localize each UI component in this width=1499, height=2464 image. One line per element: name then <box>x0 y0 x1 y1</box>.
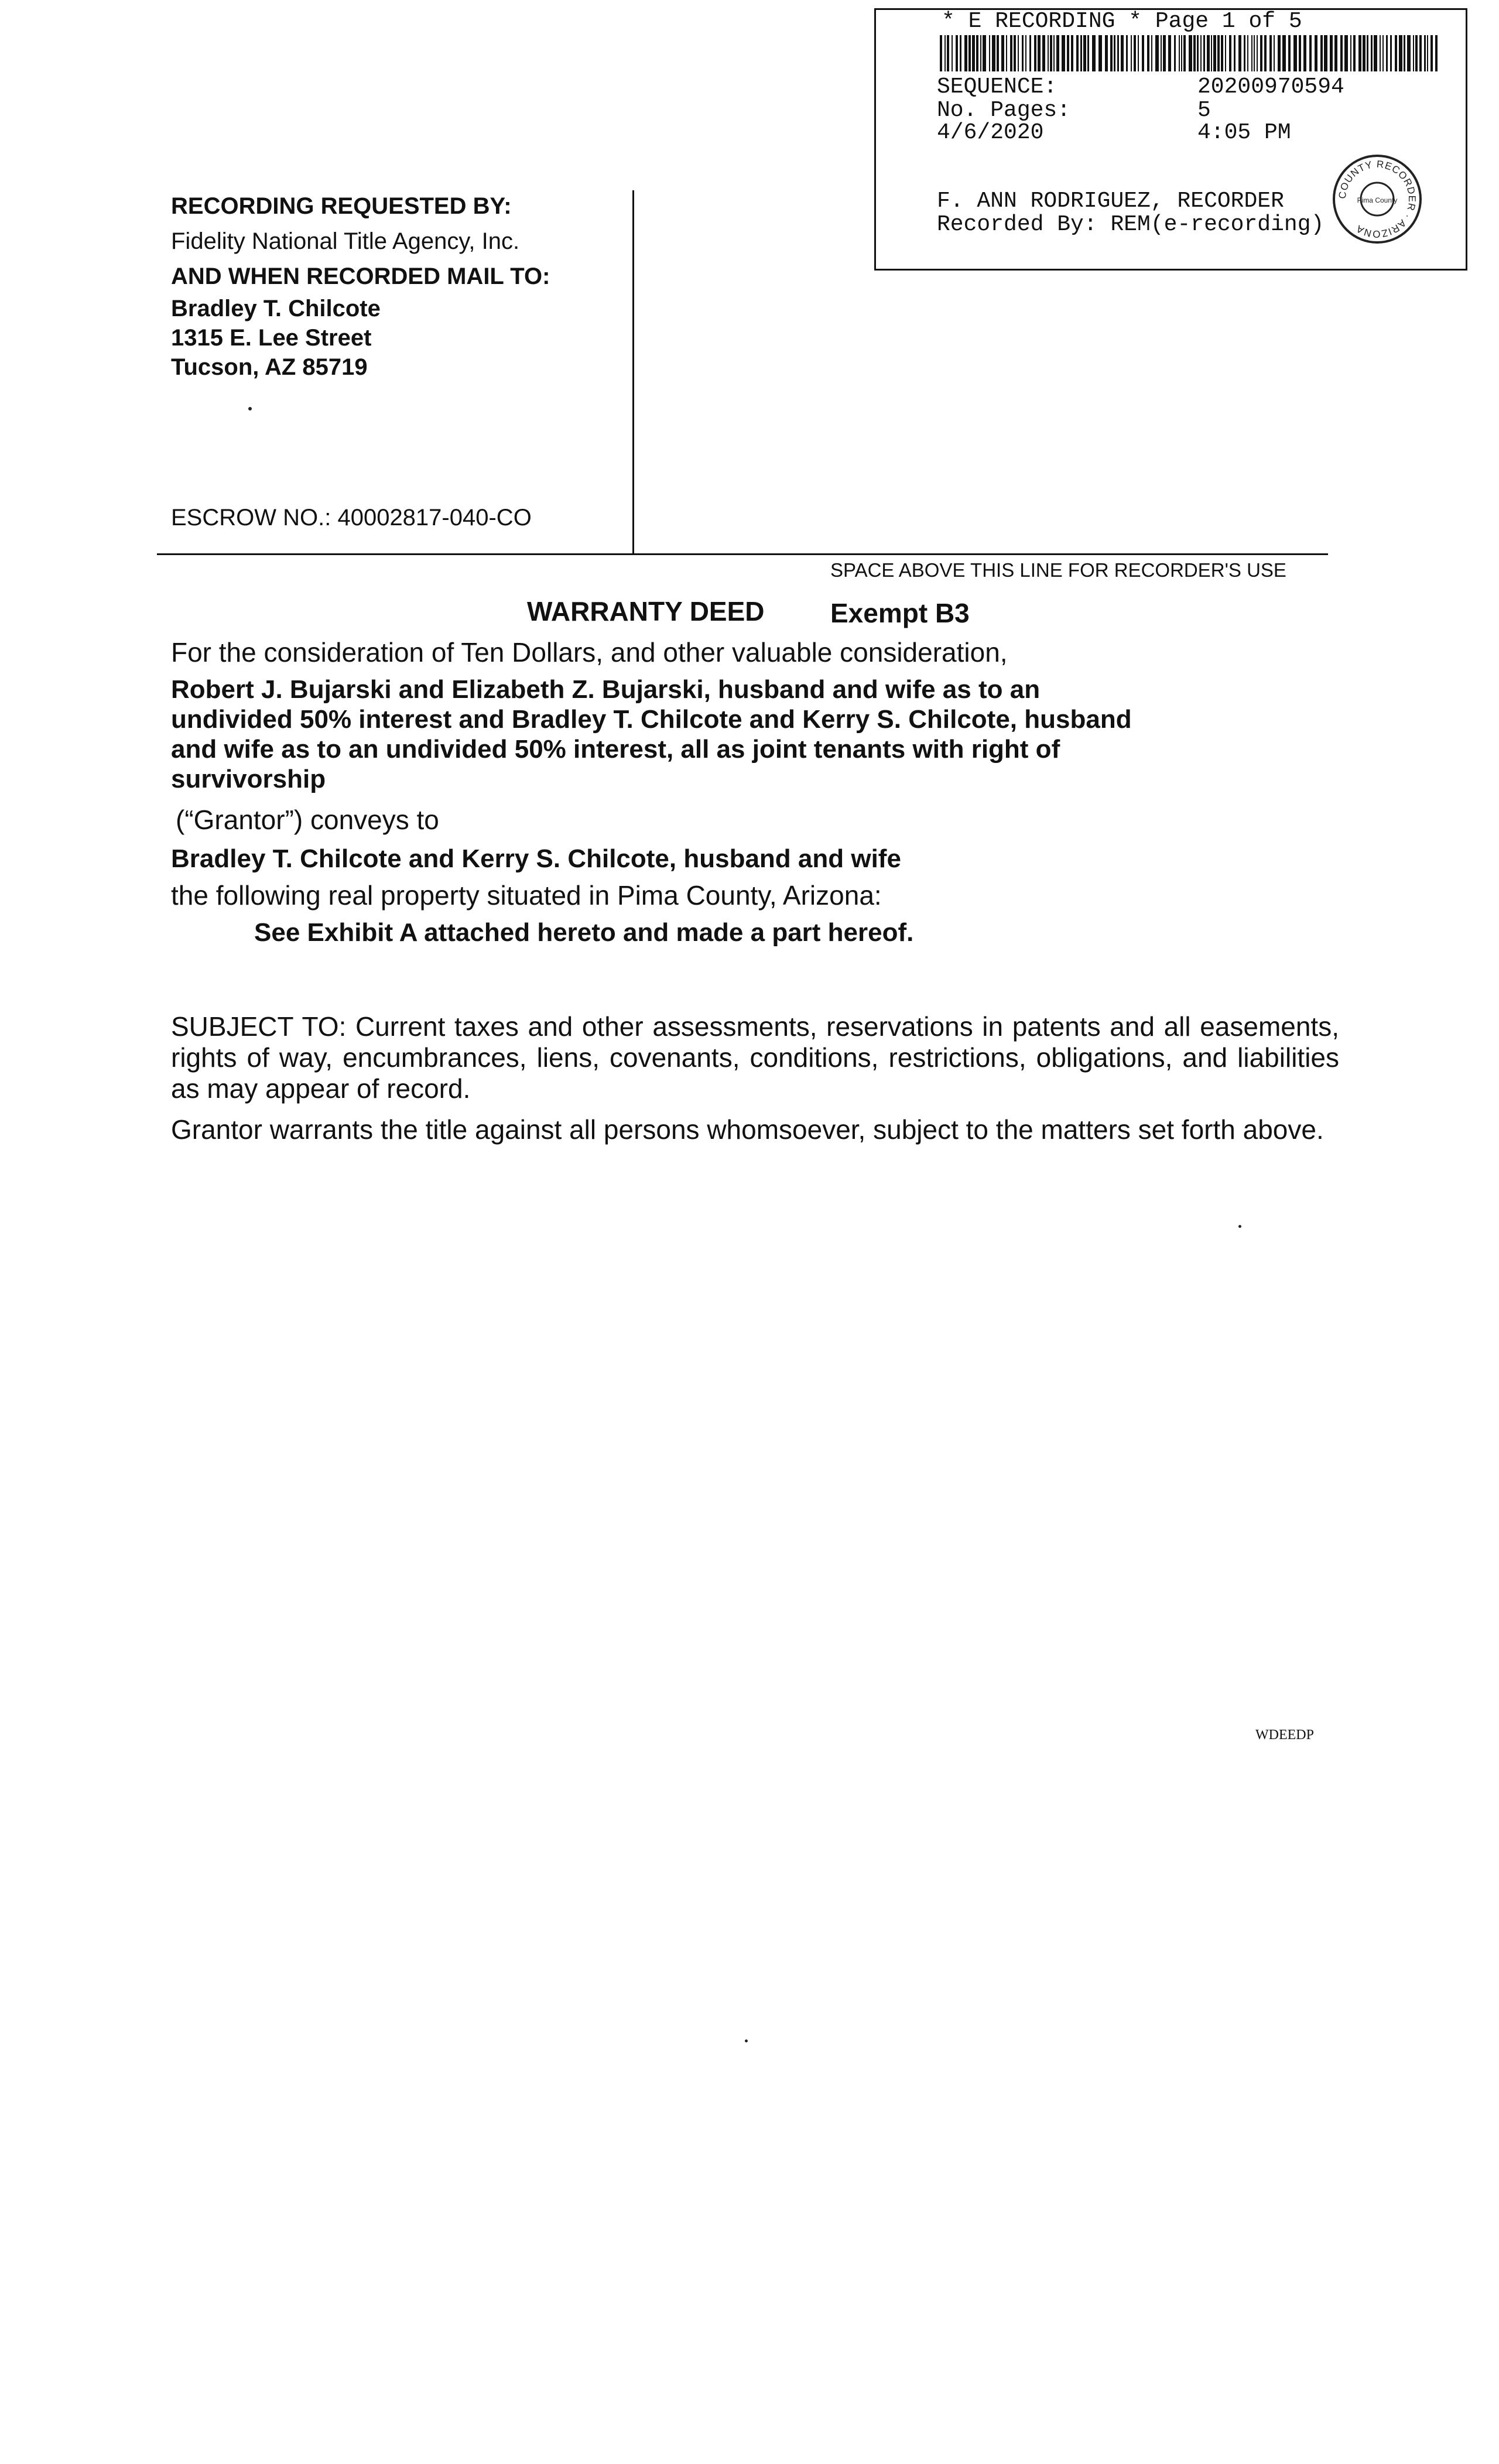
barcode-bar <box>1018 35 1019 71</box>
barcode-bar <box>1282 35 1286 71</box>
barcode-bar <box>1430 35 1433 71</box>
barcode-bar <box>1042 35 1045 71</box>
exhibit-reference: See Exhibit A attached hereto and made a part hereof. <box>254 918 914 947</box>
barcode-bar <box>1407 35 1411 71</box>
barcode-bar <box>1050 35 1052 71</box>
barcode-bar <box>1254 35 1255 71</box>
deed-title: WARRANTY DEED <box>527 596 765 627</box>
barcode-icon <box>940 35 1438 71</box>
grantor-line-4: survivorship <box>171 765 326 793</box>
barcode-bar <box>1344 35 1348 71</box>
barcode-bar <box>1413 35 1414 71</box>
seal-ring-text: COUNTY RECORDER · ARIZONA <box>1336 158 1418 240</box>
barcode-bar <box>1197 35 1199 71</box>
escrow-number: ESCROW NO.: 40002817-040-CO <box>171 505 532 531</box>
barcode-bar <box>1105 35 1108 71</box>
barcode-bar <box>1207 35 1210 71</box>
barcode-bar <box>1395 35 1397 71</box>
speck <box>745 2039 748 2042</box>
barcode-bar <box>1353 35 1356 71</box>
barcode-bar <box>1303 35 1306 71</box>
barcode-bar <box>1038 35 1041 71</box>
barcode-bar <box>1260 35 1262 71</box>
property-location: the following real property situated in Pima County, Arizona: <box>171 880 882 911</box>
barcode-bar <box>1062 35 1065 71</box>
county-seal-icon <box>1330 152 1424 246</box>
barcode-bar <box>1330 35 1333 71</box>
barcode-bar <box>1217 35 1220 71</box>
mail-to-name: Bradley T. Chilcote <box>171 296 381 321</box>
barcode-bar <box>952 35 953 71</box>
barcode-bar <box>1014 35 1016 71</box>
pages-value: 5 <box>1197 98 1211 123</box>
barcode-bar <box>1225 35 1226 71</box>
barcode-bar <box>1415 35 1418 71</box>
barcode-bar <box>1110 35 1113 71</box>
barcode-bar <box>1134 35 1136 71</box>
barcode-bar <box>989 35 990 71</box>
warranty-clause: Grantor warrants the title against all persons whomsoever, subject to the matters set forth above. <box>171 1114 1324 1145</box>
barcode-bar <box>1363 35 1365 71</box>
barcode-bar <box>1274 35 1275 71</box>
recorder-use-line <box>157 553 1328 555</box>
barcode-bar <box>1257 35 1258 71</box>
requested-by-label: RECORDING REQUESTED BY: <box>171 193 512 219</box>
barcode-bar <box>1071 35 1073 71</box>
barcode-bar <box>944 35 946 71</box>
barcode-bar <box>1087 35 1089 71</box>
speck <box>248 407 252 410</box>
form-code: WDEEDP <box>1255 1727 1314 1743</box>
grantor-line-1: Robert J. Bujarski and Elizabeth Z. Bujarski, husband and wife as to an <box>171 675 1041 704</box>
barcode-bar <box>1076 35 1079 71</box>
mail-to-city: Tucson, AZ 85719 <box>171 354 368 380</box>
consideration-text: For the consideration of Ten Dollars, and other valuable consideration, <box>171 637 1008 668</box>
barcode-bar <box>1404 35 1405 71</box>
barcode-bar <box>1211 35 1212 71</box>
barcode-bar <box>1247 35 1248 71</box>
barcode-bar <box>1288 35 1291 71</box>
exempt-code: Exempt B3 <box>830 598 970 628</box>
stamp-header: * E RECORDING * Page 1 of 5 <box>942 9 1302 34</box>
barcode-bar <box>1022 35 1024 71</box>
barcode-bar <box>1168 35 1171 71</box>
sequence-value: 20200970594 <box>1197 74 1344 100</box>
barcode-bar <box>1174 35 1176 71</box>
barcode-bar <box>1006 35 1007 71</box>
requested-by-value: Fidelity National Title Agency, Inc. <box>171 228 520 254</box>
barcode-bar <box>1264 35 1267 71</box>
barcode-bar <box>1131 35 1132 71</box>
barcode-bar <box>1010 35 1012 71</box>
barcode-bar <box>1380 35 1381 71</box>
barcode-bar <box>1029 35 1031 71</box>
barcode-bar <box>1213 35 1216 71</box>
recorder-name: F. ANN RODRIGUEZ, RECORDER <box>937 189 1284 214</box>
barcode-bar <box>1147 35 1149 71</box>
barcode-bar <box>1293 35 1297 71</box>
barcode-bar <box>1163 35 1166 71</box>
vertical-divider <box>632 190 634 553</box>
recording-time: 4:05 PM <box>1197 120 1291 145</box>
barcode-bar <box>1299 35 1301 71</box>
conveys-text: (“Grantor”) conveys to <box>176 805 439 835</box>
barcode-bar <box>1080 35 1082 71</box>
barcode-bar <box>956 35 958 71</box>
barcode-bar <box>1203 35 1205 71</box>
recorded-by: Recorded By: REM(e-recording) <box>937 212 1325 237</box>
barcode-bar <box>1320 35 1323 71</box>
barcode-bar <box>1056 35 1059 71</box>
barcode-bar <box>964 35 967 71</box>
barcode-bar <box>1234 35 1236 71</box>
barcode-bar <box>940 35 942 71</box>
barcode-bar <box>1399 35 1402 71</box>
barcode-bar <box>1238 35 1241 71</box>
barcode-bar <box>980 35 981 71</box>
mail-to-label: AND WHEN RECORDED MAIL TO: <box>171 263 550 289</box>
barcode-bar <box>1025 35 1026 71</box>
barcode-bar <box>1034 35 1036 71</box>
barcode-bar <box>983 35 986 71</box>
barcode-bar <box>1350 35 1351 71</box>
barcode-bar <box>947 35 949 71</box>
barcode-bar <box>1114 35 1115 71</box>
barcode-bar <box>1161 35 1162 71</box>
barcode-bar <box>1048 35 1049 71</box>
grantee-name: Bradley T. Chilcote and Kerry S. Chilcote, husband and wife <box>171 844 901 873</box>
barcode-bar <box>1083 35 1086 71</box>
barcode-bar <box>1386 35 1388 71</box>
barcode-bar <box>1193 35 1196 71</box>
barcode-bar <box>1179 35 1180 71</box>
barcode-bar <box>1278 35 1281 71</box>
barcode-bar <box>1427 35 1428 71</box>
barcode-bar <box>1121 35 1124 71</box>
barcode-bar <box>1390 35 1392 71</box>
barcode-bar <box>1229 35 1231 71</box>
recorder-space-note: SPACE ABOVE THIS LINE FOR RECORDER'S USE <box>830 559 1286 581</box>
barcode-bar <box>1244 35 1245 71</box>
seal-center-text: Pima County <box>1357 196 1398 204</box>
barcode-bar <box>972 35 975 71</box>
barcode-bar <box>960 35 961 71</box>
barcode-bar <box>1053 35 1055 71</box>
recording-date: 4/6/2020 <box>937 120 1044 145</box>
barcode-bar <box>1382 35 1384 71</box>
barcode-bar <box>1309 35 1312 71</box>
barcode-bar <box>1358 35 1361 71</box>
barcode-bar <box>968 35 971 71</box>
barcode-bar <box>1181 35 1182 71</box>
grantor-line-3: and wife as to an undivided 50% interest, all as joint tenants with right of <box>171 735 1060 764</box>
barcode-bar <box>1419 35 1422 71</box>
barcode-bar <box>976 35 978 71</box>
barcode-bar <box>1117 35 1119 71</box>
barcode-bar <box>1126 35 1128 71</box>
barcode-bar <box>1067 35 1069 71</box>
subject-to-clause: SUBJECT TO: Current taxes and other assessments, reservations in patents and all easements, rights of way, encumbrances, liens, covenants, conditions, restrictions, obligations, and liabilities as may appear of record. <box>171 1011 1339 1104</box>
barcode-bar <box>1251 35 1252 71</box>
barcode-bar <box>1098 35 1102 71</box>
barcode-bar <box>1183 35 1186 71</box>
barcode-bar <box>1142 35 1144 71</box>
barcode-bar <box>997 35 999 71</box>
barcode-bar <box>1138 35 1139 71</box>
speck <box>1238 1225 1241 1228</box>
barcode-bar <box>1200 35 1202 71</box>
pages-label: No. Pages: <box>937 98 1071 123</box>
barcode-bar <box>1424 35 1426 71</box>
barcode-bar <box>1189 35 1192 71</box>
barcode-bar <box>1155 35 1159 71</box>
grantor-line-2: undivided 50% interest and Bradley T. Chilcote and Kerry S. Chilcote, husband <box>171 705 1132 734</box>
barcode-bar <box>1334 35 1337 71</box>
barcode-bar <box>1340 35 1343 71</box>
sequence-label: SEQUENCE: <box>937 74 1057 100</box>
barcode-bar <box>1367 35 1368 71</box>
barcode-bar <box>1315 35 1317 71</box>
barcode-bar <box>1221 35 1223 71</box>
barcode-bar <box>1001 35 1004 71</box>
barcode-bar <box>1092 35 1096 71</box>
barcode-bar <box>1324 35 1327 71</box>
barcode-bar <box>1435 35 1438 71</box>
barcode-bar <box>1269 35 1272 71</box>
barcode-bar <box>1371 35 1373 71</box>
barcode-bar <box>1151 35 1152 71</box>
barcode-bar <box>992 35 995 71</box>
mail-to-street: 1315 E. Lee Street <box>171 325 372 351</box>
barcode-bar <box>1374 35 1377 71</box>
